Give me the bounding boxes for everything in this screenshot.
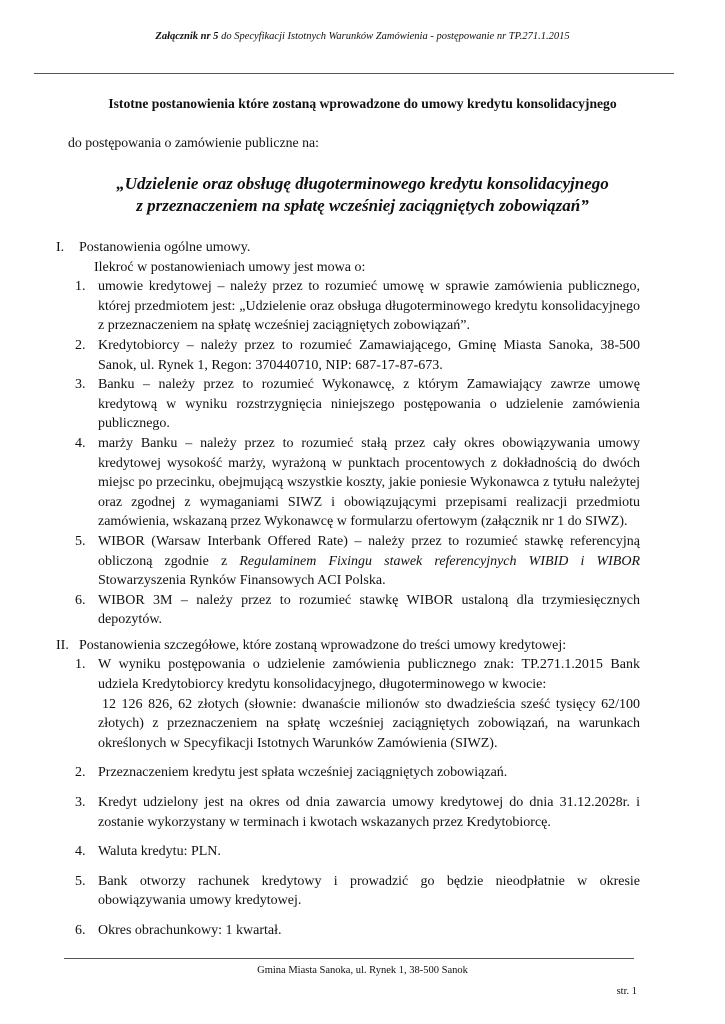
item-number: 5. bbox=[75, 873, 86, 889]
definition-item bbox=[56, 532, 640, 591]
section-2-heading bbox=[56, 636, 640, 656]
page-footer: Gmina Miasta Sanoka, ul. Rynek 1, 38-500 Sanok bbox=[257, 965, 468, 976]
item-text-amount: 12 126 826, 62 złotych (słownie: dwanaście milionów sto dwadzieścia sześć tysięcy 62/100 złotych) z przeznaczeniem na spłatę wcześniej zaciągniętych zobowiązań, na warunkach określonych w Specyfikacji Istotnych Warunków Zamówienia (SIWZ). bbox=[98, 696, 640, 751]
procurement-subject bbox=[0, 173, 725, 217]
item-text-italic: Regulaminem Fixingu stawek referencyjnych WIBID i WIBOR bbox=[239, 553, 640, 569]
header-text: do Specyfikacji Istotnych Warunków Zamówienia - postępowanie nr TP.271.1.2015 bbox=[218, 31, 570, 42]
section-1-lead: Ilekroć w postanowieniach umowy jest mowa o: bbox=[94, 259, 366, 275]
footer-divider bbox=[64, 958, 634, 959]
definition-item bbox=[56, 375, 640, 434]
item-text: Bank otworzy rachunek kredytowy i prowadzić go będzie nieodpłatnie w okresie obowiązywania umowy kredytowej. bbox=[98, 873, 640, 909]
item-text: Kredyt udzielony jest na okres od dnia zawarcia umowy kredytowej do dnia 31.12.2028r. i zostanie wykorzystany w terminach i kwotach wskazanych przez Kredytobiorcę. bbox=[98, 795, 640, 830]
subject-line-2: z przeznaczeniem na spłatę wcześniej zaciągniętych zobowiązań” bbox=[136, 196, 589, 215]
subject-line-1: „Udzielenie oraz obsługę długoterminowego kredytu konsolidacyjnego bbox=[116, 174, 609, 193]
page-number: str. 1 bbox=[616, 986, 637, 997]
provision-item bbox=[56, 842, 640, 862]
definition-item bbox=[56, 336, 640, 375]
document-title: Istotne postanowienia które zostaną wprowadzone do umowy kredytu konsolidacyjnego bbox=[108, 96, 617, 111]
item-text: marży Banku – należy przez to rozumieć stałą przez cały okres obowiązywania umowy kredytowej wysokość marży, wyrażoną w punktach procentowych z dokładnością do dwóch miejsc po przecinku, obejmującą wszystkie koszty, jakie poniesie Wykonawca z tytułu należytej oraz zgodnej z wymaganiami SIWZ i obowiązującymi przepisami realizacji przedmiotu zamówienia, wskazaną przez Wykonawcę w formularzu ofertowym (załącznik nr 1 do SIWZ). bbox=[98, 435, 640, 530]
item-text: Waluta kredytu: PLN. bbox=[98, 844, 221, 860]
item-text: Stowarzyszenia Rynków Finansowych ACI Polska. bbox=[98, 573, 386, 589]
item-text: WIBOR (Warsaw Interbank Offered Rate) – należy przez to rozumieć stawkę referencyjną obliczoną zgodnie z bbox=[98, 533, 640, 569]
item-number: 4. bbox=[75, 844, 86, 860]
section-1-number: I. bbox=[56, 240, 65, 255]
header-divider bbox=[34, 73, 674, 74]
item-text: Kredytobiorcy – należy przez to rozumieć Zamawiającego, Gminę Miasta Sanoka, 38-500 Sanok, ul. Rynek 1, Regon: 370440710, NIP: 687-17-87-673. bbox=[98, 337, 640, 373]
provision-item bbox=[56, 872, 640, 911]
provision-item bbox=[56, 655, 640, 753]
document-body bbox=[56, 238, 640, 941]
item-text: Przeznaczeniem kredytu jest spłata wcześniej zaciągniętych zobowiązań. bbox=[98, 765, 508, 781]
item-number: 4. bbox=[75, 435, 86, 451]
section-2-number: II. bbox=[56, 637, 69, 653]
item-number: 3. bbox=[75, 795, 86, 811]
section-1-heading bbox=[56, 238, 640, 258]
item-text: umowie kredytowej – należy przez to rozumieć umowę w sprawie zamówienia publicznego, której przedmiotem jest: „Udzielenie oraz obsługa długoterminowego kredytu konsolidacyjnego z przeznaczeniem na spłatę wcześniej zaciągniętych zobowiązań”. bbox=[98, 279, 640, 334]
page-header bbox=[0, 31, 725, 42]
item-text: W wyniku postępowania o udzielenie zamówienia publicznego znak: TP.271.1.2015 Bank udziela Kredytobiorcy kredytu konsolidacyjnego, długoterminowego w kwocie: bbox=[98, 657, 640, 693]
definition-item bbox=[56, 434, 640, 532]
provision-item bbox=[56, 793, 640, 832]
definition-item bbox=[56, 277, 640, 336]
item-number: 2. bbox=[75, 337, 86, 353]
provision-item bbox=[56, 763, 640, 783]
header-attachment-label: Załącznik nr 5 bbox=[155, 31, 219, 42]
item-number: 1. bbox=[75, 657, 86, 673]
item-number: 2. bbox=[75, 765, 86, 781]
provision-item bbox=[56, 921, 640, 941]
section-1-title: Postanowienia ogólne umowy. bbox=[79, 240, 251, 255]
definition-item bbox=[56, 591, 640, 630]
item-number: 3. bbox=[75, 377, 86, 393]
intro-text: do postępowania o zamówienie publiczne na: bbox=[68, 135, 319, 150]
item-text: WIBOR 3M – należy przez to rozumieć stawkę WIBOR ustaloną dla trzymiesięcznych depozytów. bbox=[98, 592, 640, 628]
item-number: 6. bbox=[75, 592, 86, 608]
item-text: Banku – należy przez to rozumieć Wykonawcę, z którym Zamawiający zawrze umowę kredytową w wyniku rozstrzygnięcia niniejszego postępowania o udzielenie zamówienia publicznego. bbox=[98, 377, 640, 432]
item-number: 6. bbox=[75, 923, 86, 938]
item-number: 1. bbox=[75, 279, 86, 295]
section-2-title: Postanowienia szczegółowe, które zostaną wprowadzone do treści umowy kredytowej: bbox=[79, 637, 567, 653]
item-number: 5. bbox=[75, 533, 86, 549]
item-text: Okres obrachunkowy: 1 kwartał. bbox=[98, 923, 282, 938]
